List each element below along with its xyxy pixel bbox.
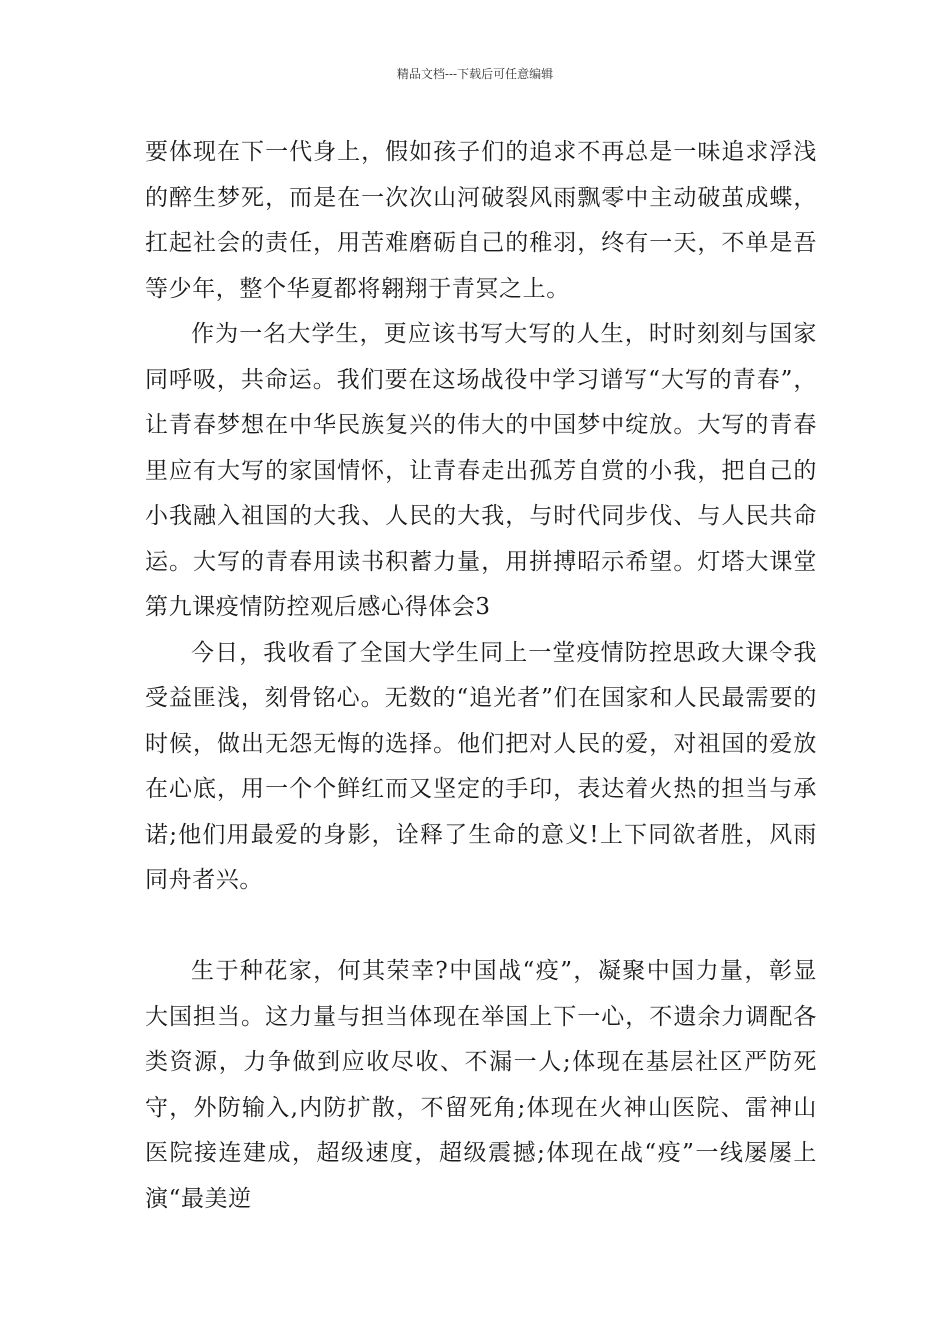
document-body <box>145 130 817 1222</box>
paragraph-1: 要体现在下一代身上，假如孩子们的追求不再总是一味追求浮浅的醉生梦死，而是在一次次山河破裂风雨飘零中主动破茧成蝶，扛起社会的责任，用苦难磨砺自己的稚羽，终有一天，不单是吾等少年，整个华夏都将翱翔于青冥之上。 <box>145 139 817 302</box>
paragraph-2: 作为一名大学生，更应该书写大写的人生，时时刻刻与国家同呼吸，共命运。我们要在这场战役中学习谱写“大写的青春”，让青春梦想在中华民族复兴的伟大的中国梦中绽放。大写的青春里应有大写的家国情怀，让青春走出孤芳自赏的小我，把自己的小我融入祖国的大我、人民的大我，与时代同步伐、与人民共命运。大写的青春用读书积蓄力量，用拼搏昭示希望。灯塔大课堂第九课疫情防控观后感心得体会3 <box>145 321 817 620</box>
paragraph-3: 今日，我收看了全国大学生同上一堂疫情防控思政大课令我受益匪浅，刻骨铭心。无数的“追光者”们在国家和人民最需要的时候，做出无怨无悔的选择。他们把对人民的爱，对祖国的爱放在心底，用一个个鲜红而又坚定的手印，表达着火热的担当与承诺;他们用最爱的身影，诠释了生命的意义!上下同欲者胜，风雨同舟者兴。 <box>145 639 817 893</box>
page-header: 精品文档---下载后可任意编辑 <box>396 67 554 81</box>
paragraph-4: 生于种花家，何其荣幸?中国战“疫”，凝聚中国力量，彰显大国担当。这力量与担当体现在举国上下一心，不遗余力调配各类资源，力争做到应收尽收、不漏一人;体现在基层社区严防死守，外防输入,内防扩散，不留死角;体现在火神山医院、雷神山医院接连建成，超级速度，超级震撼;体现在战“疫”一线屡屡上演“最美逆 <box>145 958 817 1212</box>
